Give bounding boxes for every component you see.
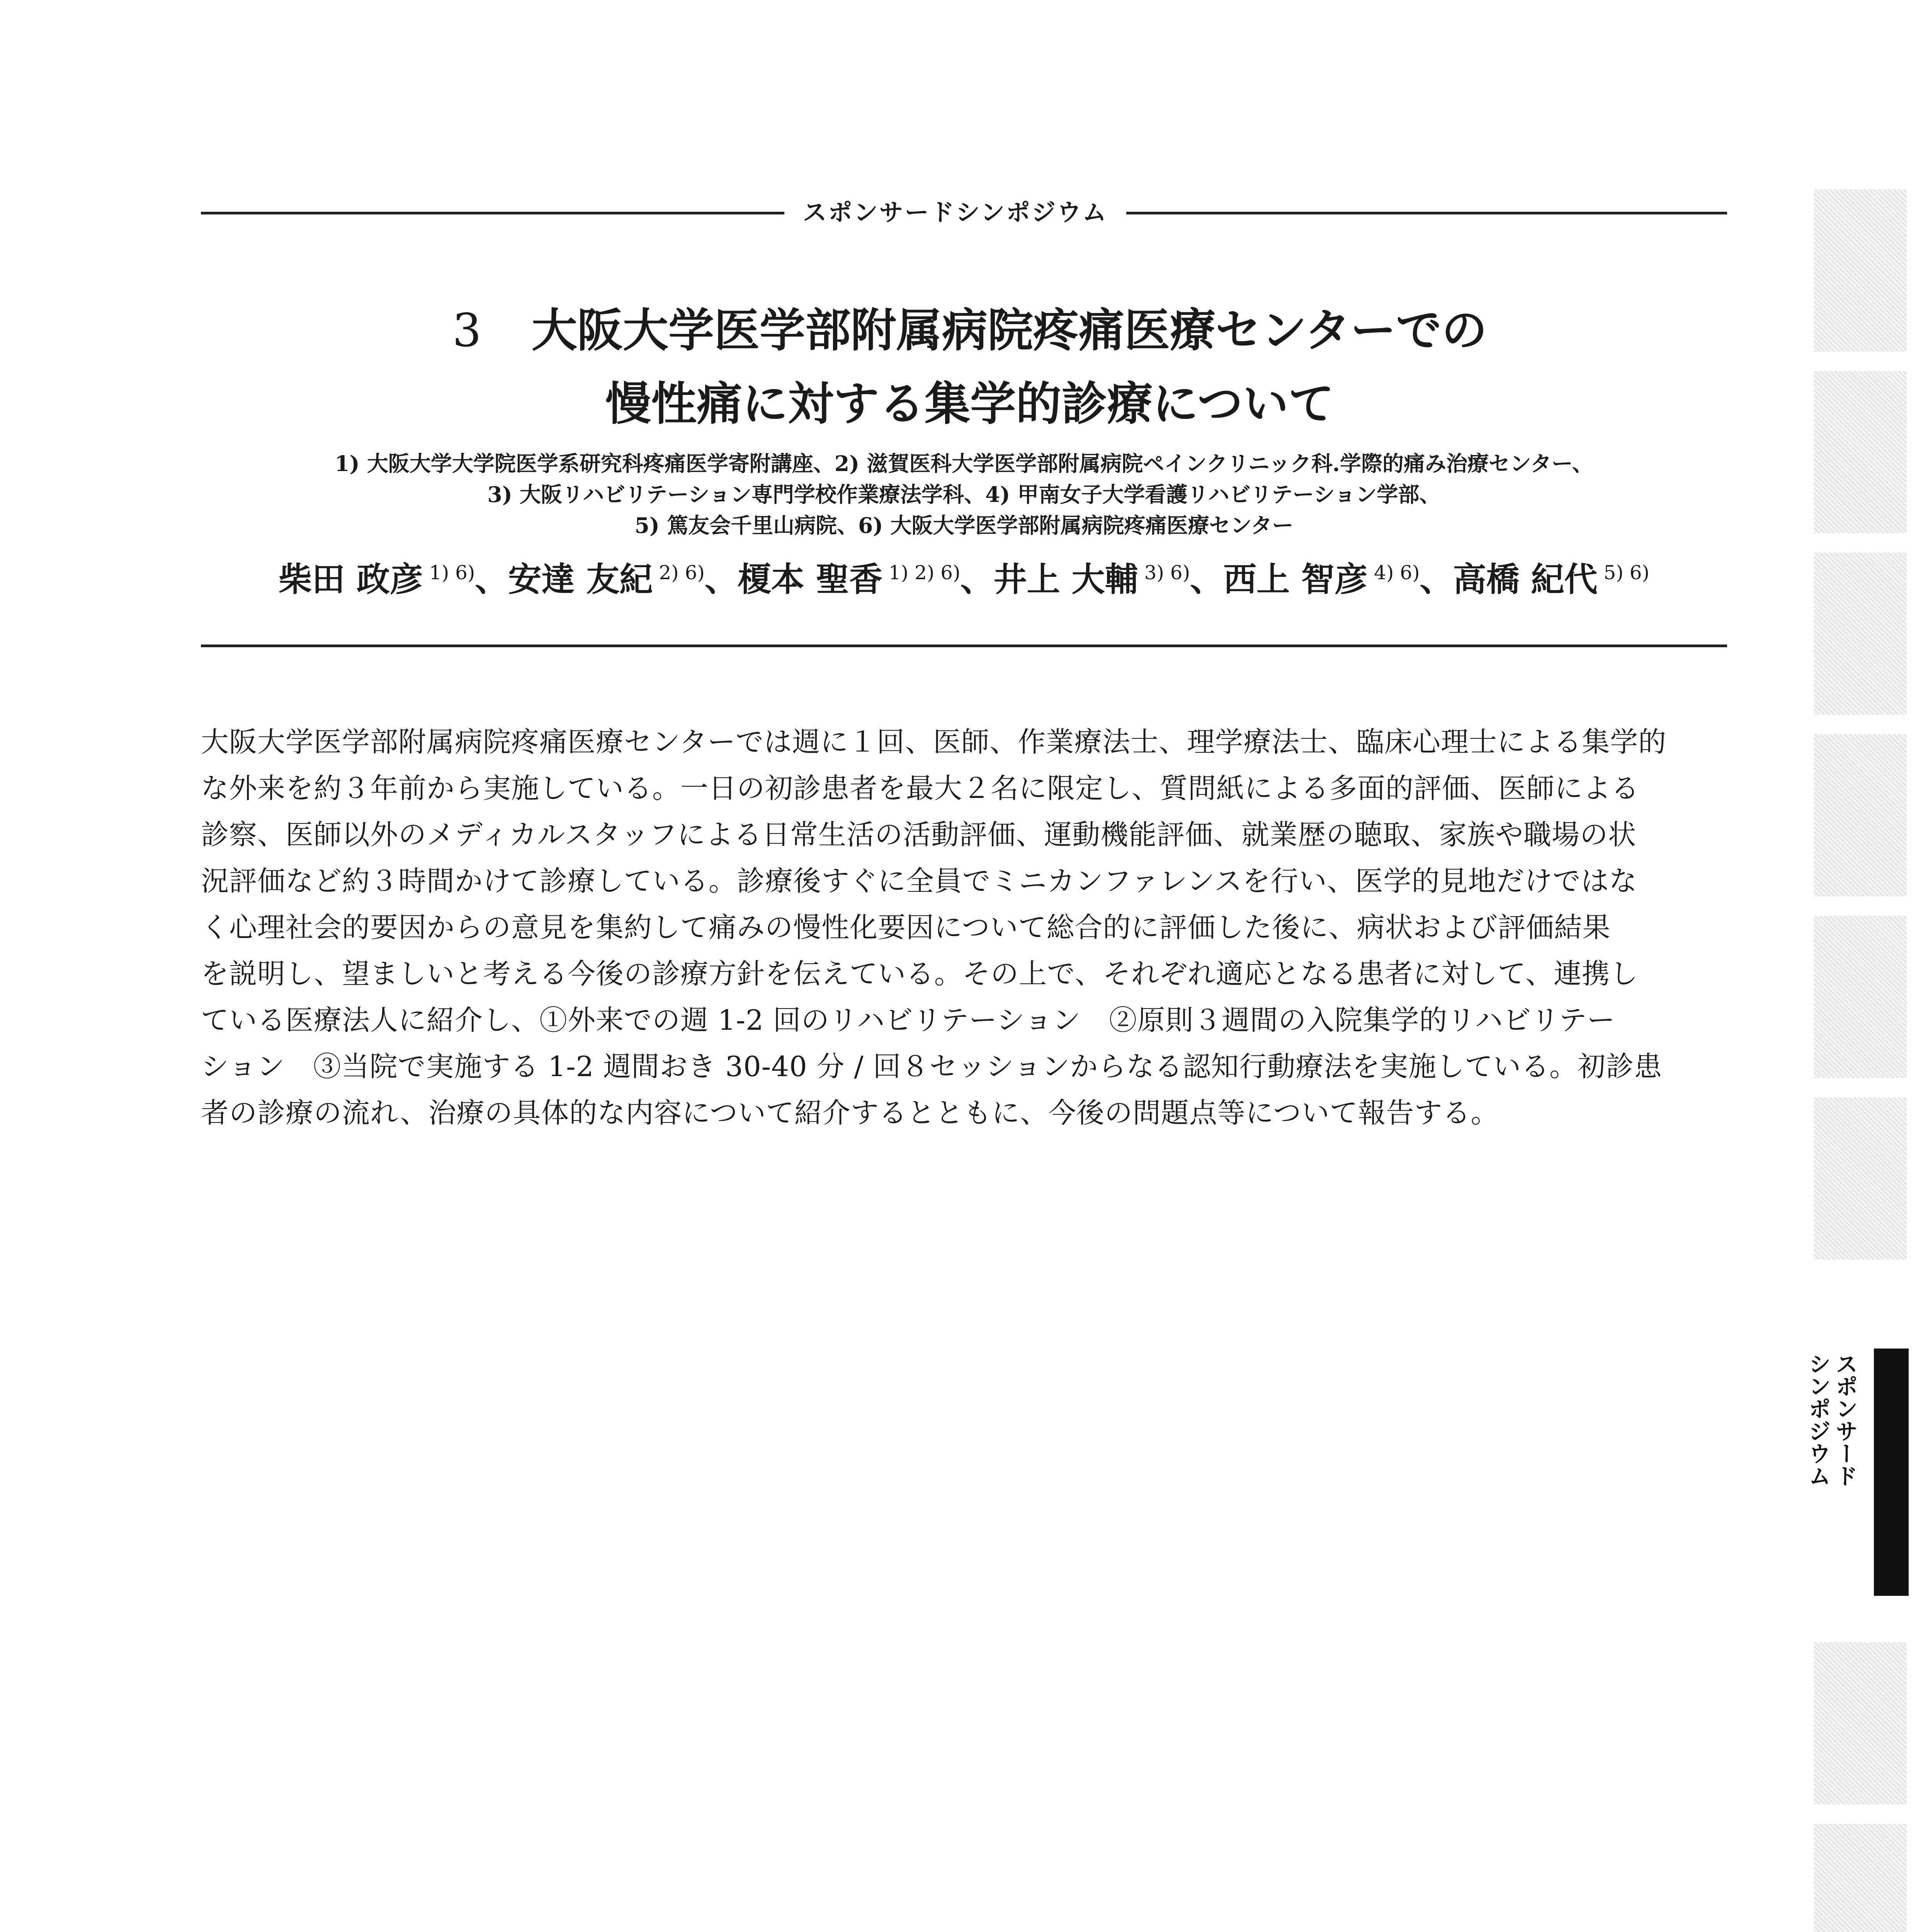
abstract-line: 大阪大学医学部附属病院疼痛医療センターでは週に１回、医師、作業療法士、理学療法士、臨床心理士による集学的 (201, 726, 1667, 758)
author-separator: 、 (1420, 560, 1453, 599)
abstract-line: を説明し、望ましいと考える今後の診療方針を伝えている。その上で、それぞれ適応となる患者に対して、連携し (201, 957, 1639, 990)
header-rule-left (201, 212, 784, 214)
section-tab-active-label (1804, 1352, 1858, 1487)
author-separator: 、 (475, 560, 508, 599)
author-name: 西上 智彦 (1223, 560, 1368, 599)
section-tab-ghost (1814, 1642, 1907, 1804)
section-tab-ghost (1814, 189, 1907, 352)
abstract-line: 況評価など約３時間かけて診療している。診療後すぐに全員でミニカンファレンスを行い、医学的見地だけではな (201, 865, 1637, 897)
author-name: 榎本 聖香 (738, 560, 882, 599)
section-tab-ghost (1814, 916, 1907, 1078)
section-tab-active-marker (1874, 1349, 1909, 1596)
paper-title (216, 294, 1723, 440)
abstract-line: な外来を約３年前から実施している。一日の初診患者を最大２名に限定し、質問紙による多面的評価、医師による (201, 772, 1640, 804)
title-divider (201, 645, 1727, 647)
section-tab-ghost (1814, 371, 1907, 533)
section-tab-column (1797, 189, 1916, 1932)
abstract-line: ている医療法人に紹介し、①外来での週 1-2 回のリハビリテーション ②原則３週間の入院集学的リハビリテー (201, 1004, 1615, 1036)
title-line-2: 慢性痛に対する集学的診療について (605, 377, 1334, 430)
title-line-1 (216, 294, 1723, 367)
abstract-line: 診察、医師以外のメディカルスタッフによる日常生活の活動評価、運動機能評価、就業歴の聴取、家族や職場の状 (201, 818, 1637, 851)
author-separator: 、 (1190, 560, 1224, 599)
author-affiliation-mark: 5) 6) (1603, 561, 1650, 584)
author-separator: 、 (704, 560, 738, 599)
author-affiliation-mark: 4) 6) (1374, 561, 1420, 584)
affiliation-line: 3) 大阪リハビリテーション専門学校作業療法学科、4) 甲南女子大学看護リハビリテーション学部、 (487, 482, 1441, 507)
author-name: 安達 友紀 (508, 560, 653, 599)
author-name: 高橋 紀代 (1453, 560, 1598, 599)
abstract-body (201, 719, 1727, 1136)
author-affiliation-mark: 2) 6) (659, 561, 705, 584)
author-affiliation-mark: 1) 6) (429, 561, 475, 584)
author-separator: 、 (960, 560, 994, 599)
affiliation-line: 1) 大阪大学大学院医学系研究科疼痛医学寄附講座、2) 滋賀医科大学医学部附属病院ペインクリニック科.学際的痛み治療センター、 (335, 451, 1593, 476)
author-affiliation-mark: 3) 6) (1144, 561, 1190, 584)
affiliations (201, 448, 1727, 541)
abstract-line: 者の診療の流れ、治療の具体的な内容について紹介するとともに、今後の問題点等について報告する。 (201, 1097, 1499, 1129)
abstract-line: く心理社会的要因からの意見を集約して痛みの慢性化要因について総合的に評価した後に、病状および評価結果 (201, 911, 1611, 944)
author-name: 井上 大輔 (993, 560, 1138, 599)
header-rule-right (1126, 212, 1727, 214)
section-tab-ghost (1814, 734, 1907, 896)
author-name: 柴田 政彦 (278, 560, 423, 599)
section-label: スポンサードシンポジウム (802, 198, 1108, 226)
section-tab-label-line-2: シンポジウム (1805, 1352, 1831, 1487)
section-tab-ghost (1814, 553, 1907, 715)
title-number: 3 (452, 304, 481, 357)
section-tab-ghost (1814, 1824, 1907, 1932)
title-line-1-text: 大阪大学医学部附属病院疼痛医療センターでの (531, 303, 1488, 357)
abstract-line: ション ③当院で実施する 1-2 週間おき 30-40 分 / 回８セッションからなる認知行動療法を実施している。初診患 (201, 1050, 1663, 1083)
affiliation-line: 5) 篤友会千里山病院、6) 大阪大学医学部附属病院疼痛医療センター (634, 513, 1294, 538)
section-tab-ghost (1814, 1097, 1907, 1260)
section-tab-label-line-1: スポンサード (1832, 1352, 1858, 1487)
author-list (201, 556, 1727, 603)
author-affiliation-mark: 1) 2) 6) (888, 561, 961, 584)
